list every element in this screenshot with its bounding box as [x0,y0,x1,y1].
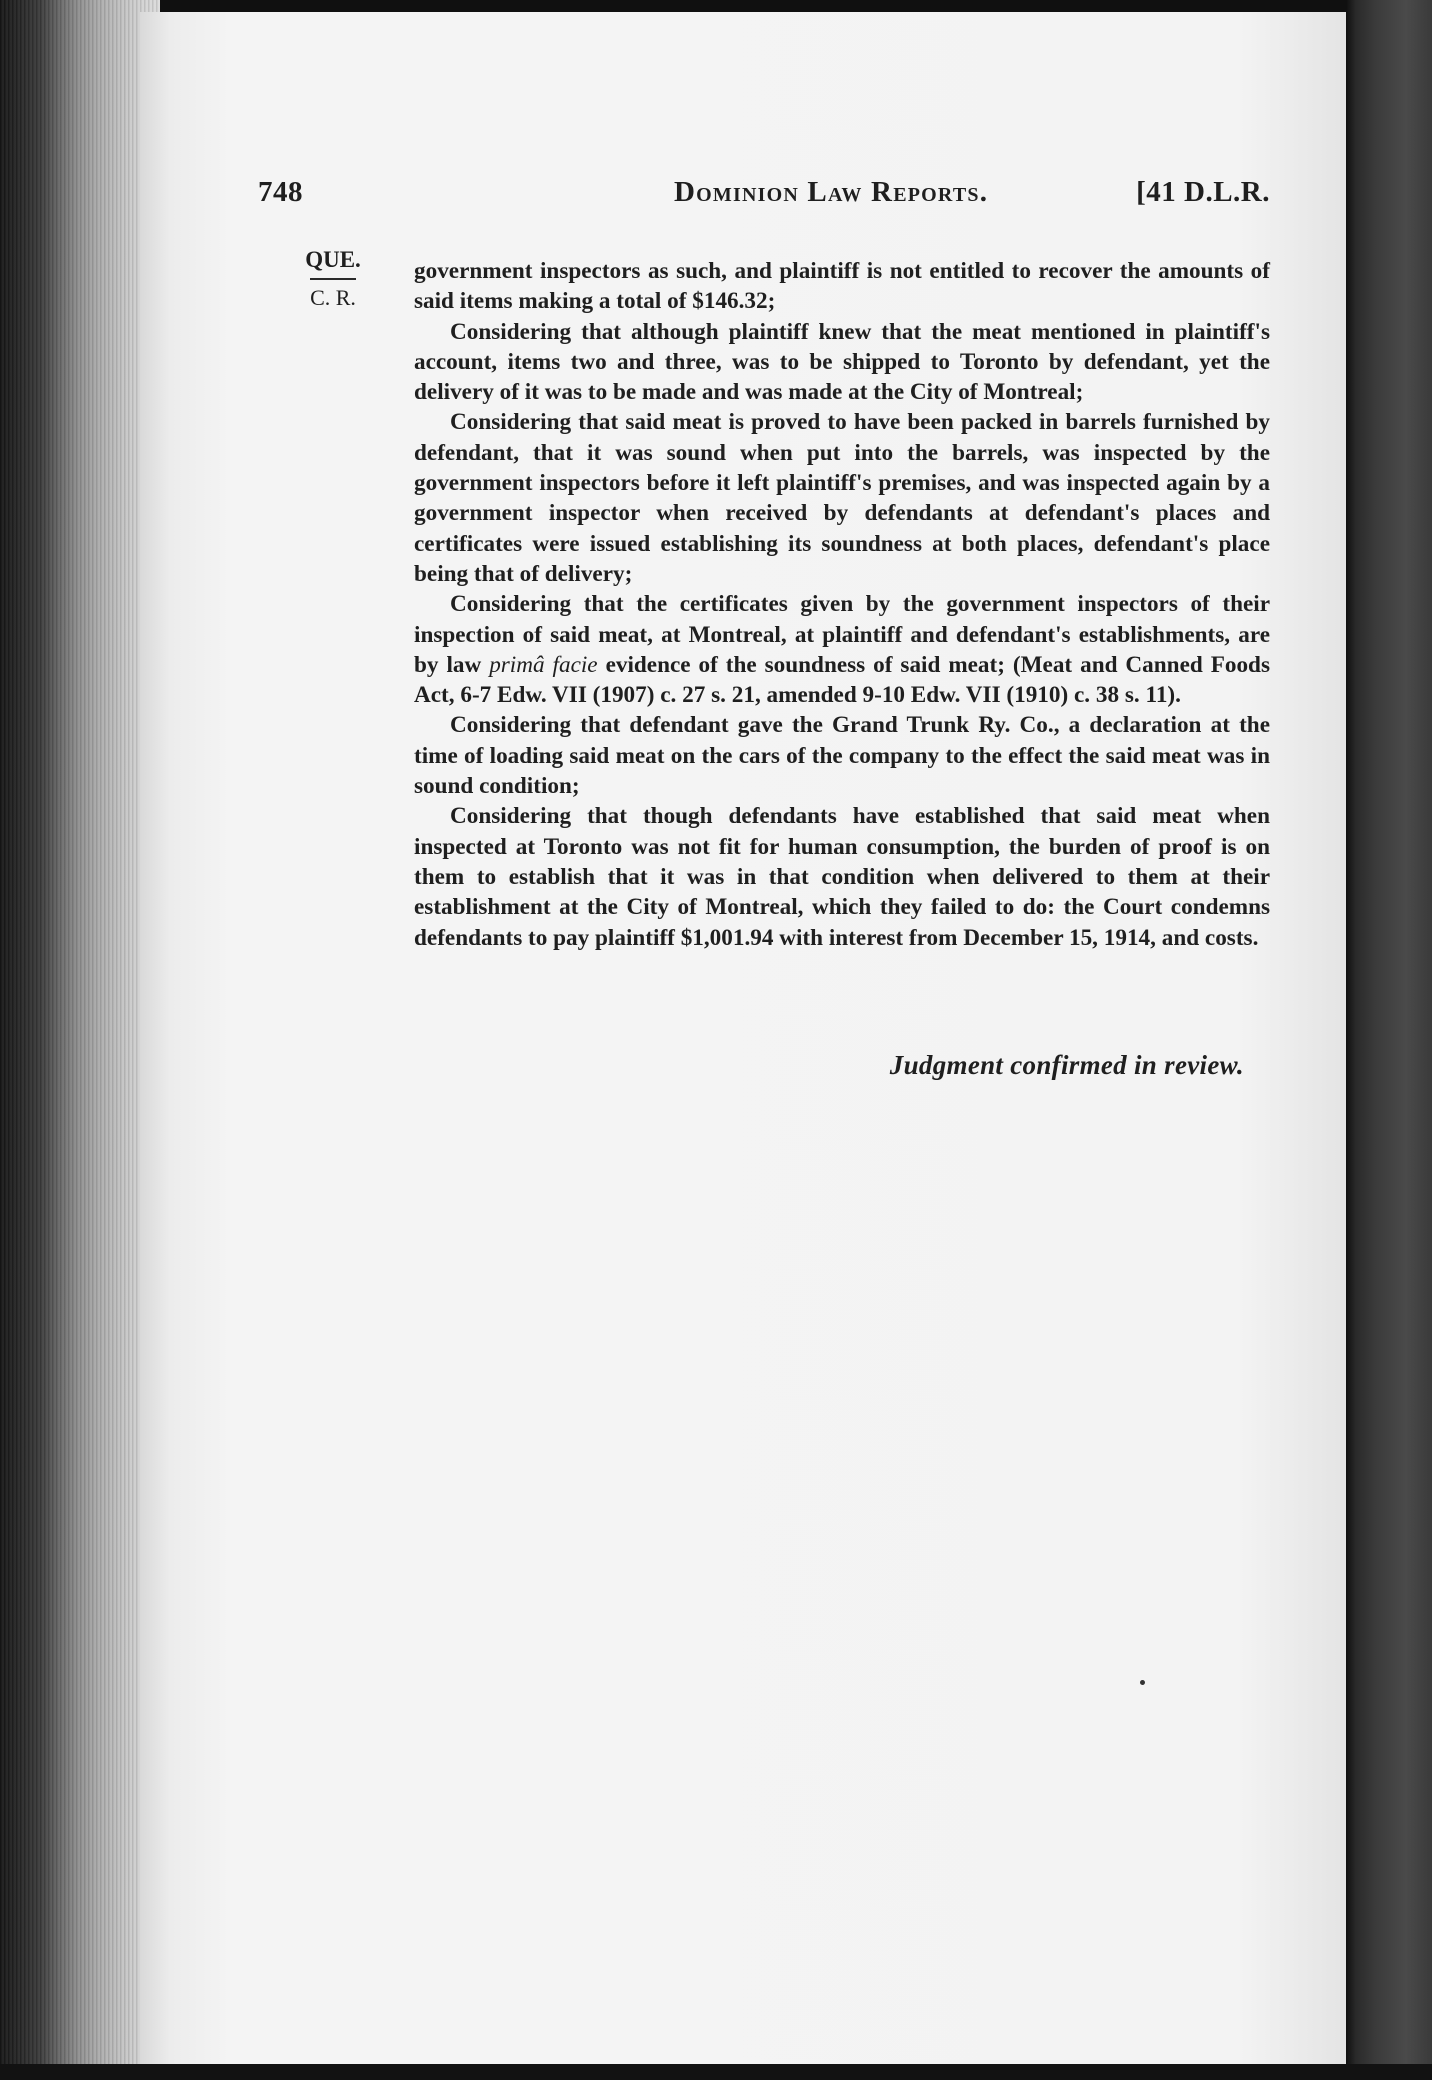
paragraph-considering-certificates [414,589,1270,710]
margin-rule [310,278,356,280]
certificates-text-after: evidence of the soundness of said meat; (Meat and Canned Foods Act, 6-7 Edw. VII (1907) c. 27 s. 21, amended 9-10 Edw. VII (1910) c. 38 s. 11). [414,651,1270,709]
paragraph-considering-packing: Considering that said meat is proved to have been packed in barrels furnished by defendant, that it was sound when put into the barrels, was inspected by the government inspectors before it left plaintiff's premises, and was inspected again by a government inspector when received by defendants at defendant's places and certificates were issued establishing its soundness at both places, defendant's place being that of delivery; [414,409,1270,587]
page-edge-stack [0,0,160,2080]
binding-shadow [1346,0,1432,2080]
running-title: Dominion Law Reports. [674,176,989,208]
scan-bottom-border [0,2064,1432,2080]
paragraph-considering-declaration: Considering that defendant gave the Grand Trunk Ry. Co., a declaration at the time of loading said meat on the cars of the company to the effect the said meat was in sound condition; [414,712,1270,800]
paragraph-considering-delivery: Considering that although plaintiff knew that the meat mentioned in plaintiff's account, items two and three, was to be shipped to Toronto by defendant, yet the delivery of it was to be made and was made at the City of Montreal; [414,318,1270,406]
court-abbreviation: QUE. [305,247,361,272]
page-number: 748 [258,176,303,208]
paragraph-considering-burden: Considering that though defendants have established that said meat when inspected at Toronto was not fit for human consumption, the burden of proof is on them to establish that it was in that condition when delivered to them at their establishment at the City of Montreal, which they failed to do: the Court condemns defendants to pay plaintiff $1,001.94 with interest from December 15, 1914, and costs. [414,803,1270,951]
case-abbreviation: C. R. [310,285,356,310]
margin-notes [300,246,366,312]
paragraph-continuation: government inspectors as such, and plaintiff is not entitled to recover the amounts of said items making a total of $146.32; [414,258,1270,315]
scan-speck [1140,1680,1145,1685]
judgment-disposition: Judgment confirmed in review. [889,1050,1244,1080]
body-text [414,256,1270,953]
latin-term: primâ facie [489,651,598,678]
volume-reference: [41 D.L.R. [1136,176,1270,208]
running-head [258,176,1270,220]
certificates-text-before: Considering that the certificates given by the government inspectors of their inspection of said meat, at Montreal, at plaintiff and defendant's establishments, are by law [414,591,1270,678]
